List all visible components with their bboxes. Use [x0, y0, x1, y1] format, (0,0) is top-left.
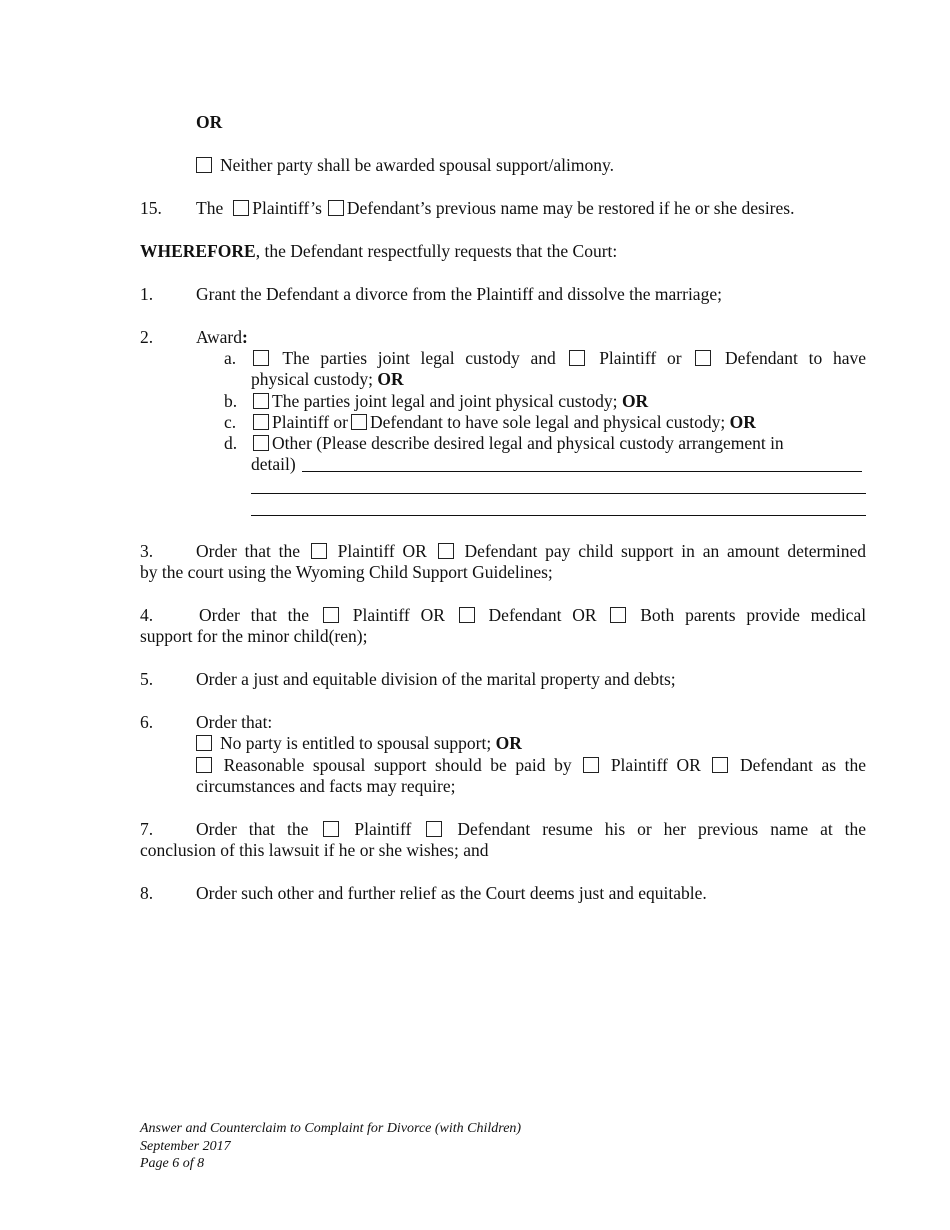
request-3-defendant-checkbox[interactable]: [438, 543, 454, 559]
request-4-both-checkbox[interactable]: [610, 607, 626, 623]
request-2b-line: The parties joint legal and joint physical custody; OR: [251, 391, 648, 412]
request-7-defendant-checkbox[interactable]: [426, 821, 442, 837]
request-2-label: Award:: [196, 327, 248, 347]
request-8-number: 8.: [140, 883, 154, 903]
footer-page: Page 6 of 8: [140, 1156, 205, 1171]
request-4-defendant-checkbox[interactable]: [459, 607, 475, 623]
request-7-line: Order that the Plaintiff Defendant resume his or her previous name at the: [196, 819, 867, 839]
request-3-line: Order that the Plaintiff OR Defendant pay child support in an amount determined: [196, 541, 867, 561]
request-3-continuation: by the court using the Wyoming Child Support Guidelines;: [140, 562, 553, 582]
neither-party-option: Neither party shall be awarded spousal support/alimony.: [196, 155, 614, 176]
request-2a-defendant-checkbox[interactable]: [695, 350, 711, 366]
request-2b-letter: b.: [224, 391, 238, 411]
item-15-number: 15.: [140, 198, 162, 218]
request-2a-letter: a.: [224, 348, 237, 368]
request-5-text: Order a just and equitable division of the marital property and debts;: [196, 669, 676, 689]
request-7-continuation: conclusion of this lawsuit if he or she wishes; and: [140, 840, 489, 860]
wherefore-paragraph: WHEREFORE, the Defendant respectfully requests that the Court:: [140, 241, 618, 261]
request-6-continuation: circumstances and facts may require;: [196, 776, 456, 796]
request-4-plaintiff-checkbox[interactable]: [323, 607, 339, 623]
or-label: OR: [196, 112, 223, 132]
request-4-line: Order that the Plaintiff OR Defendant OR Both parents provide medical: [199, 605, 867, 625]
request-2c-plaintiff-checkbox[interactable]: [253, 414, 269, 430]
request-1-text: Grant the Defendant a divorce from the Plaintiff and dissolve the marriage;: [196, 284, 722, 304]
request-6-number: 6.: [140, 712, 154, 732]
request-5-number: 5.: [140, 669, 154, 689]
footer-date: September 2017: [140, 1138, 231, 1154]
item-15-text: The Plaintiff’s Defendant’s previous name may be restored if he or she desires.: [196, 198, 795, 218]
footer-title: Answer and Counterclaim to Complaint for Divorce (with Children): [140, 1121, 522, 1136]
request-2d-checkbox[interactable]: [253, 435, 269, 451]
item-15-plaintiff-checkbox[interactable]: [233, 200, 249, 216]
request-6-reasonable-support-checkbox[interactable]: [196, 757, 212, 773]
request-4-continuation: support for the minor child(ren);: [140, 626, 368, 646]
request-6-defendant-checkbox[interactable]: [712, 757, 728, 773]
request-7-number: 7.: [140, 819, 154, 839]
request-2-number: 2.: [140, 327, 154, 347]
request-6-plaintiff-checkbox[interactable]: [583, 757, 599, 773]
request-2d-detail-line-2[interactable]: [251, 493, 866, 494]
request-3-number: 3.: [140, 541, 154, 561]
request-2c-line: Plaintiff or Defendant to have sole legal and physical custody; OR: [251, 412, 756, 433]
request-2d-detail-line-3[interactable]: [251, 515, 866, 516]
request-8-text: Order such other and further relief as the Court deems just and equitable.: [196, 883, 707, 903]
request-6-option-2: Reasonable spousal support should be paid by Plaintiff OR Defendant as the: [196, 755, 866, 776]
item-15-defendant-checkbox[interactable]: [328, 200, 344, 216]
request-3-plaintiff-checkbox[interactable]: [311, 543, 327, 559]
request-2d-detail-label: detail): [251, 454, 296, 474]
request-2d-detail-line-1[interactable]: [302, 471, 862, 472]
request-2b-checkbox[interactable]: [253, 393, 269, 409]
request-2a-line: The parties joint legal custody and Plaintiff or Defendant to have: [251, 348, 866, 369]
request-7-plaintiff-checkbox[interactable]: [323, 821, 339, 837]
request-6-option-1: No party is entitled to spousal support; OR: [196, 733, 522, 754]
neither-party-checkbox[interactable]: [196, 157, 212, 173]
request-6-no-support-checkbox[interactable]: [196, 735, 212, 751]
request-4-number: 4.: [140, 605, 154, 625]
request-2a-continuation: physical custody; OR: [251, 369, 404, 389]
request-1-number: 1.: [140, 284, 154, 304]
request-2c-defendant-checkbox[interactable]: [351, 414, 367, 430]
request-2d-line: Other (Please describe desired legal and physical custody arrangement in: [251, 433, 784, 454]
request-6-label: Order that:: [196, 712, 273, 732]
footer: [140, 1120, 521, 1173]
request-2a-plaintiff-checkbox[interactable]: [569, 350, 585, 366]
request-2c-letter: c.: [224, 412, 237, 432]
request-2a-joint-checkbox[interactable]: [253, 350, 269, 366]
request-2d-letter: d.: [224, 433, 238, 453]
